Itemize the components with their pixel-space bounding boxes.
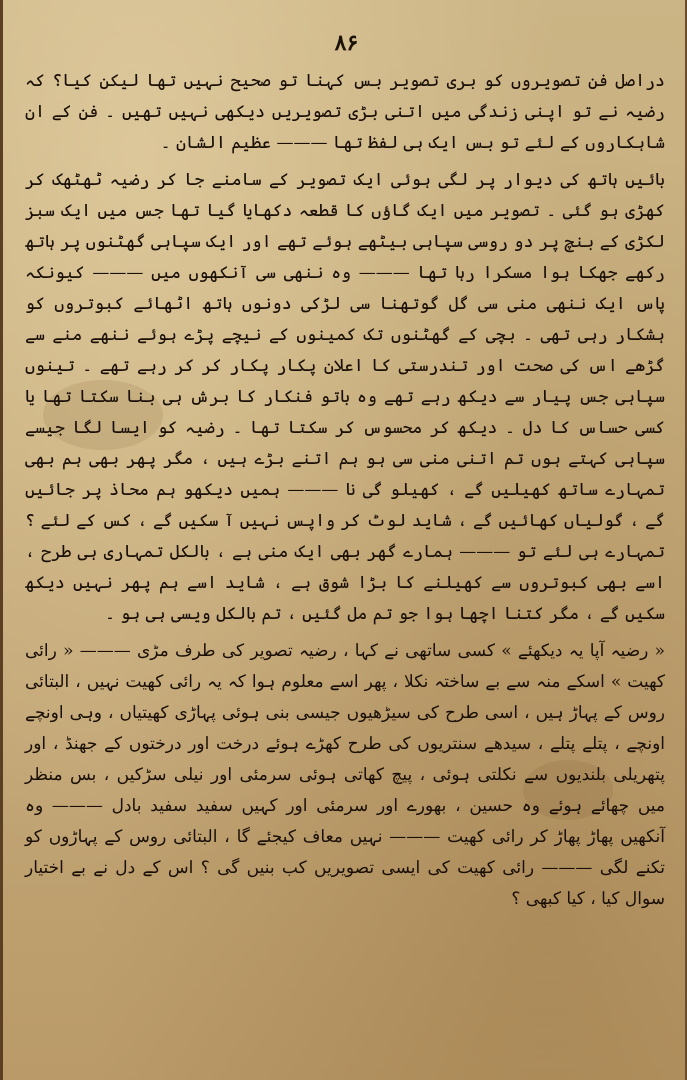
paragraph-intro: دراصل فن تصویروں کو بری تصویر بس کہنا تو صحیح نہیں تھا لیکن کیا؟ کہ رضیہ نے تو اپنی زندگی میں اتنی بڑی تصویریں دیکھی نہیں تھیں ۔ فن کے ان شاہکاروں کے لئے تو بس ایک ہی لفظ تھا ——— عظیم الشان ۔ [25, 71, 665, 153]
paragraph-painting-mountains: « رضیہ آپا یہ دیکھئے » کسی ساتھی نے کہا ، رضیہ تصویر کی طرف مڑی ——— « رائی کھیت » اسکے منہ سے بے ساختہ نکلا ، پھر اسے معلوم ہوا کہ یہ رائی کھیت نہیں ، البتائی روس کے پہاڑ ہیں ، اسی طرح کی سیڑھیوں جیسی بنی ہوئی پہاڑی کھیتیاں ، وہی اونچے اونچے ، پتلے پتلے ، سیدھے سنتریوں کی طرح کھڑے ہوئے درخت اور درختوں کے جھنڈ ، اور پتھریلی بلندیوں سے نکلتی ہوئی ، پیچ کھاتی ہوئی سرمئی اور نیلی سڑکیں ، بس منظر میں چھائے ہوئے وہ حسین ، بھورے اور سرمئی اور کہیں سفید سفید بادل ——— وہ آنکھیں پھاڑ پھاڑ کر رائی کھیت ——— نہیں معاف کیجئے گا ، البتائی روس کے پہاڑوں کو تکنے لگی ——— رائی کھیت کی ایسی تصویریں کب بنیں گی ؟ اس کے دل نے بے اختیار سوال کیا ، کیا کبھی ؟ [25, 641, 665, 909]
page-number: ۸۶ [334, 30, 359, 56]
paragraph-painting-soldiers: بائیں ہاتھ کی دیوار پر لگی ہوئی ایک تصویر کے سامنے جا کر رضیہ ٹھٹھک کر کھڑی ہو گئی ۔ تصویر میں ایک گاؤں کا قطعہ دکھایا گیا تھا جس میں ایک سبز لکڑی کے بنچ پر دو روسی سپاہی بیٹھے ہوئے تھے اور ایک سپاہی گھٹنوں پر ہاتھ رکھے جھکا ہوا مسکرا رہا تھا ——— وہ ننھی سی آنکھوں میں ——— کیونکہ پاس ایک ننھی منی سی گل گوتھنا سی لڑکی دونوں ہاتھ اٹھائے کبوتروں کو ہشکار رہی تھی ۔ بچی کے گھٹنوں تک کمینوں کے نیچے پڑے ہوئے ننھے منے سے گڑھے اس کی صحت اور تندرستی کا اعلان پکار پکار کر کر رہے تھے ۔ تینوں سپاہی جس پیار سے دیکھ رہے تھے وہ باتو فنکار کا برش ہی بنا سکتا تھا یا کسی حساس کا دل ۔ دیکھ کر محسوس کر سکتا تھا ۔ رضیہ کو ایسا لگا جیسے سپاہی کہتے ہوں تم اتنی منی سی ہو ہم اتنے بڑے ہیں ، مگر پھر بھی ہم بھی تمہارے ساتھ کھیلیں گے ، کھیلو گی نا ——— ہمیں دیکھو ہم محاذ پر جائیں گے ، گولیاں کھائیں گے ، شاید لوٹ کر واپس نہیں آ سکیں گے ، کس کے لئے ؟ تمہارے ہی لئے تو ——— ہمارے گھر بھی ایک منی ہے ، بالکل تمہاری ہی طرح ، اسے بھی کبوتروں سے کھیلنے کا بڑا شوق ہے ، شاید اسے ہم پھر نہیں دیکھ سکیں گے ، مگر کتنا اچھا ہوا جو تم مل گئیں ، تم بالکل ویسی ہی ہو ۔ [25, 170, 665, 624]
page-body-text [25, 66, 665, 915]
